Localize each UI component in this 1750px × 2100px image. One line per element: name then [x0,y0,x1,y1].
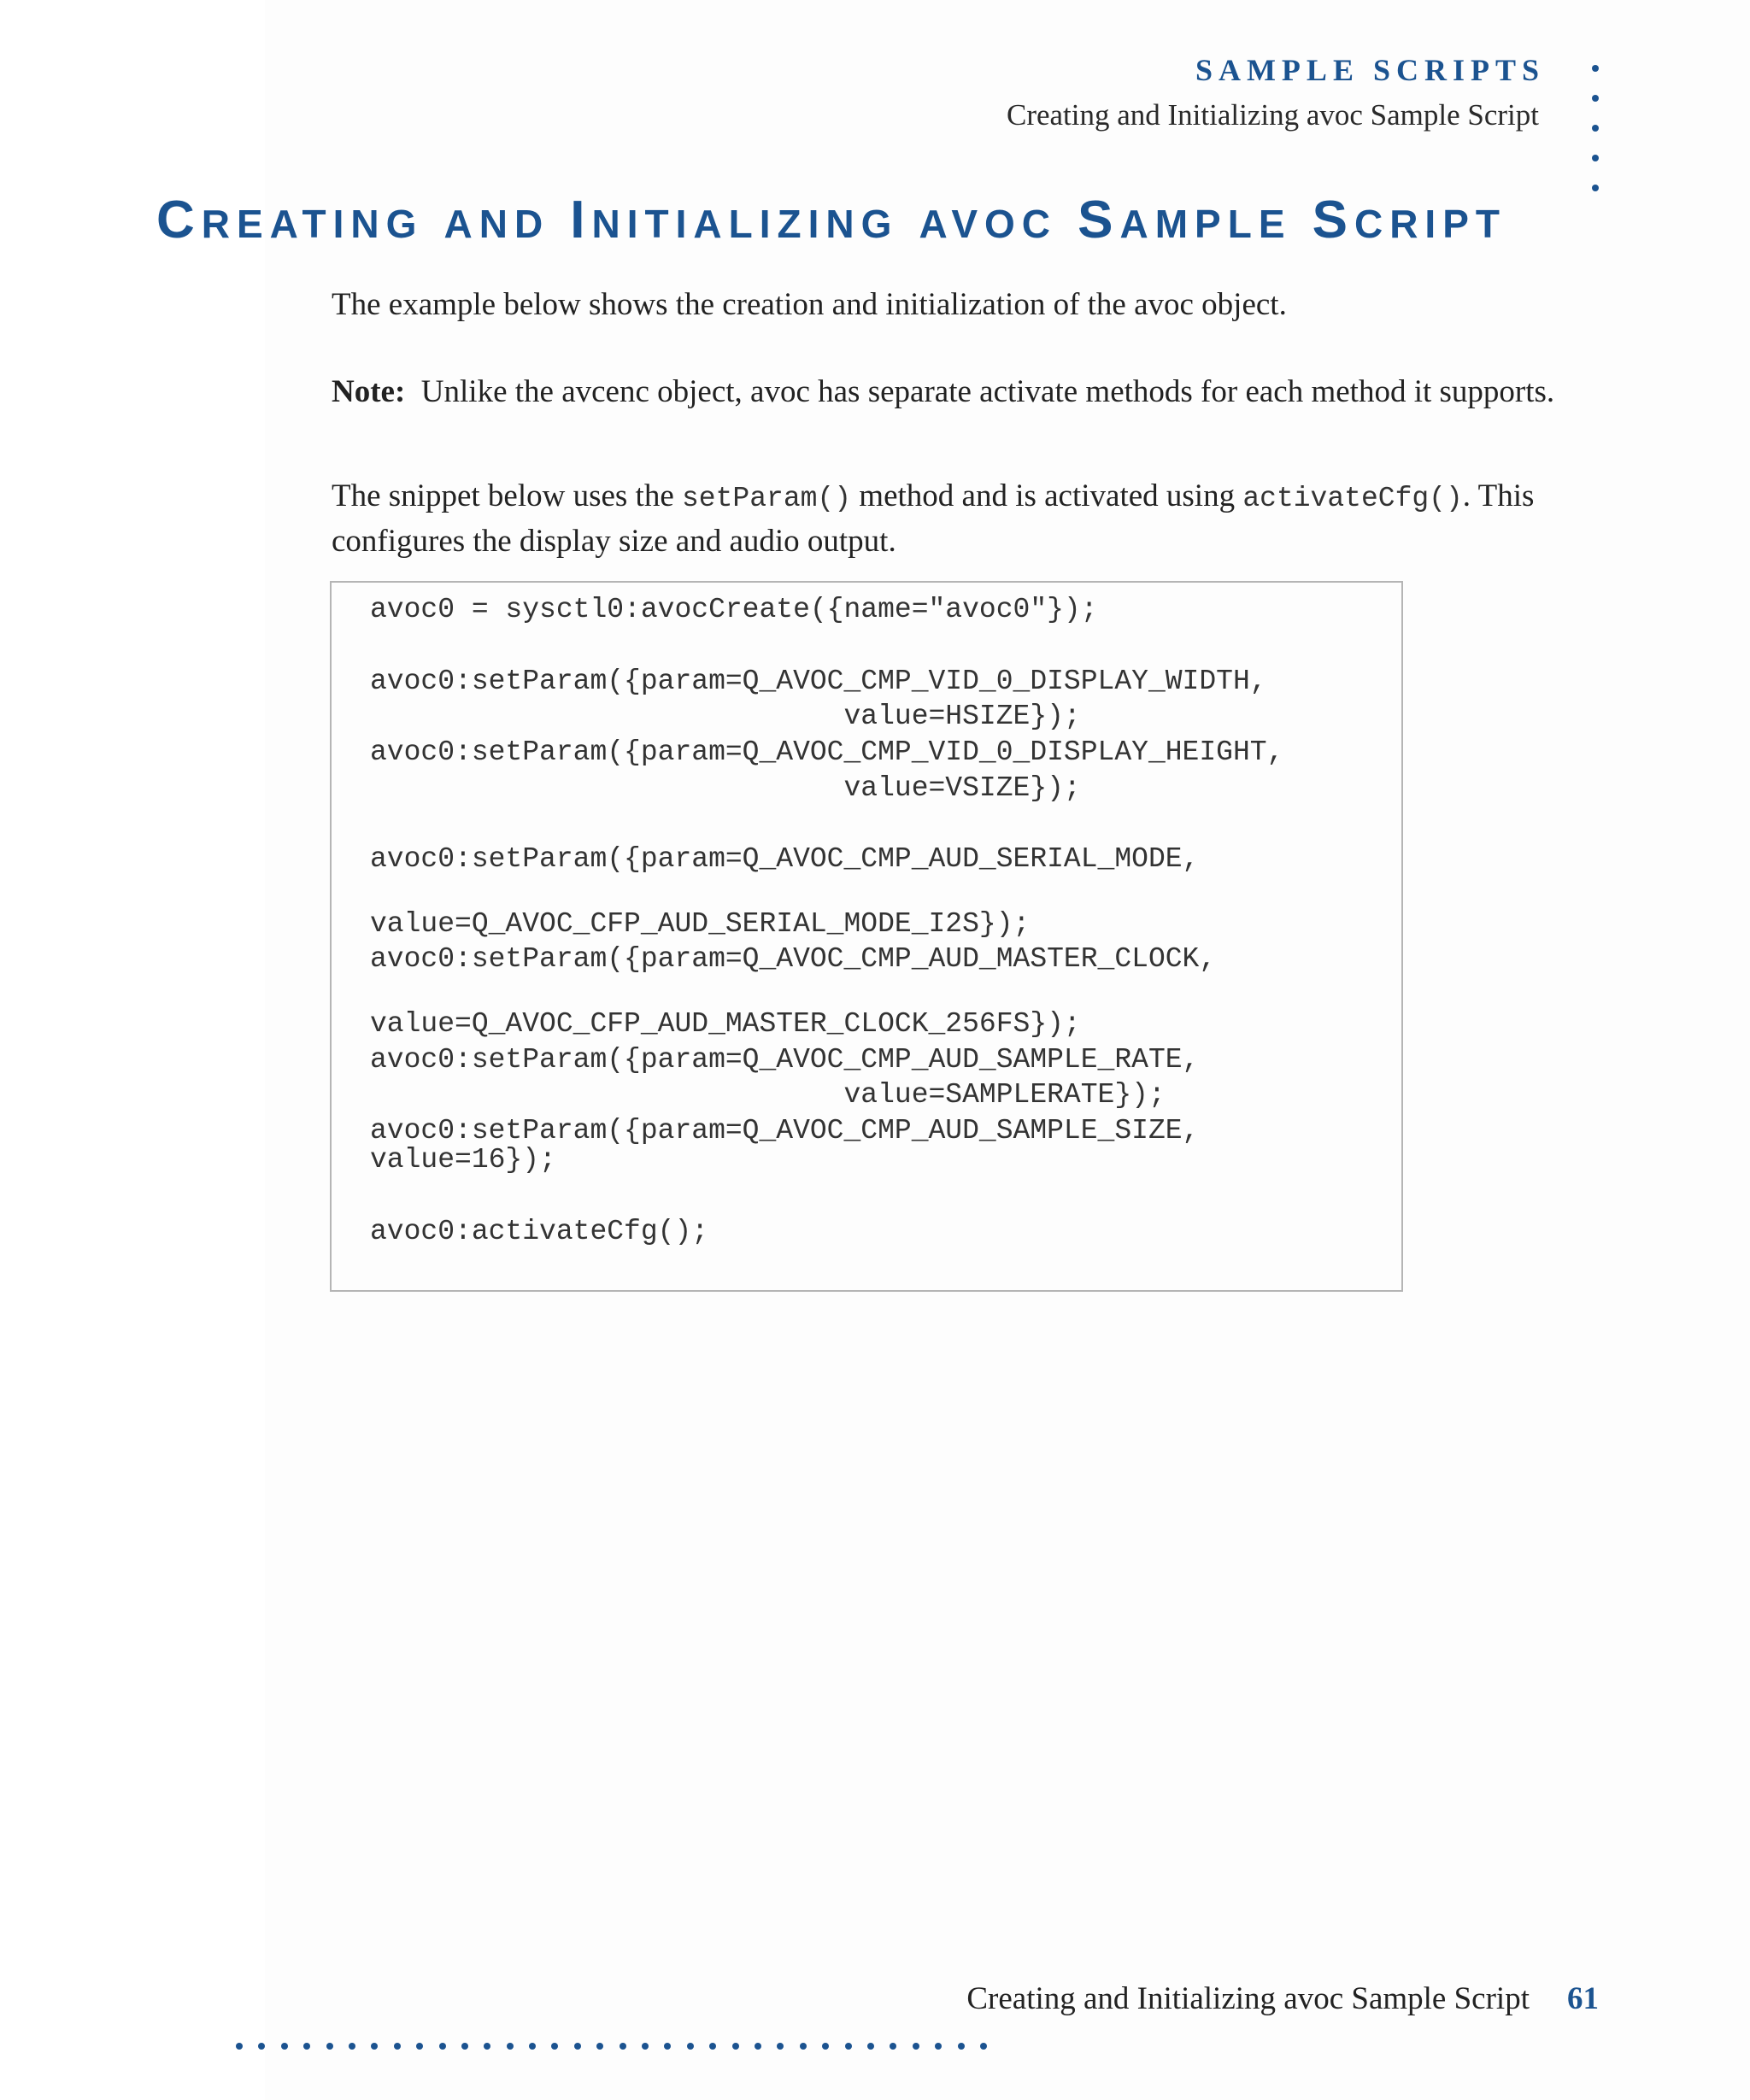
dot [507,2043,514,2050]
header-section-label: SAMPLE SCRIPTS [1195,53,1545,87]
dot [1592,125,1599,132]
running-header [1006,51,1545,137]
page-number: 61 [1567,1981,1599,2016]
code-line: value=VSIZE}); [370,772,1081,804]
dot [822,2043,829,2050]
snippet-text-post: . This configures the display size and audio output. [332,478,1535,559]
dot [709,2043,716,2050]
code-line: avoc0:setParam({param=Q_AVOC_CMP_AUD_SAMPLE_SIZE, [370,1115,1200,1147]
page-title [156,190,1506,255]
dot [236,2043,243,2050]
dot [349,2043,355,2050]
vertical-dot-rule [1592,65,1600,214]
dot [664,2043,671,2050]
dot [1592,185,1599,191]
page-margin-shade [0,0,265,2100]
dot [845,2043,852,2050]
title-word: AND [443,202,550,246]
code-line: avoc0:setParam({param=Q_AVOC_CMP_AUD_SERIAL_MODE, [370,843,1200,875]
code-line: value=Q_AVOC_CFP_AUD_MASTER_CLOCK_256FS}); [370,1008,1081,1040]
dot [303,2043,310,2050]
code-line: avoc0 = sysctl0:avocCreate({name="avoc0"}); [370,594,1098,625]
dot [800,2043,807,2050]
title-word: NITIALIZING [591,202,899,246]
code-line: avoc0:setParam({param=Q_AVOC_CMP_VID_0_DISPLAY_HEIGHT, [370,736,1284,768]
dot [777,2043,784,2050]
title-initial: I [570,191,592,249]
dot [687,2043,694,2050]
code-line: avoc0:activateCfg(); [370,1216,709,1247]
dot [574,2043,581,2050]
title-word: AMPLE [1119,202,1292,246]
title-initial: S [1312,191,1354,249]
snippet-text-pre: The snippet below uses the [332,478,682,513]
dot [913,2043,919,2050]
code-block [330,581,1403,1292]
dot [867,2043,874,2050]
dot [1592,65,1599,72]
dot [642,2043,649,2050]
dot [394,2043,401,2050]
note-paragraph [332,371,1579,414]
title-word: REATING [201,202,424,246]
snippet-text-mid: method and is activated using [851,478,1243,513]
dot [890,2043,896,2050]
code-line: value=SAMPLERATE}); [370,1079,1166,1111]
footer-title: Creating and Initializing avoc Sample Script [966,1981,1530,2016]
inline-code-setparam: setParam() [682,483,852,514]
dot [732,2043,739,2050]
inline-code-activatecfg: activateCfg() [1242,483,1463,514]
dot [935,2043,942,2050]
dot [958,2043,965,2050]
horizontal-dot-rule [236,2038,1002,2047]
code-line: avoc0:setParam({param=Q_AVOC_CMP_AUD_SAMPLE_RATE, [370,1044,1200,1076]
dot [326,2043,333,2050]
intro-paragraph: The example below shows the creation and initialization of the avoc object. [332,287,1287,322]
code-line: value=HSIZE}); [370,701,1081,732]
title-initial: C [156,191,202,249]
code-line: avoc0:setParam({param=Q_AVOC_CMP_AUD_MASTER_CLOCK, [370,943,1217,975]
dot [596,2043,603,2050]
title-word: AVOC [919,202,1058,246]
dot [1592,95,1599,102]
note-text: Unlike the avcenc object, avoc has separate activate methods for each method it supports. [420,374,1555,409]
dot [416,2043,423,2050]
title-word: CRIPT [1354,202,1506,246]
snippet-paragraph [332,475,1579,563]
dot [529,2043,536,2050]
dot [371,2043,378,2050]
dot [1592,155,1599,161]
dot [484,2043,490,2050]
dot [755,2043,761,2050]
title-initial: S [1078,191,1120,249]
code-line: value=16}); [370,1144,556,1176]
code-line: avoc0:setParam({param=Q_AVOC_CMP_VID_0_DISPLAY_WIDTH, [370,666,1267,697]
note-label: Note: [332,374,406,409]
dot [551,2043,558,2050]
dot [461,2043,468,2050]
dot [980,2043,987,2050]
page-footer [966,1980,1599,2017]
dot [620,2043,626,2050]
dot [281,2043,288,2050]
code-line: value=Q_AVOC_CFP_AUD_SERIAL_MODE_I2S}); [370,908,1031,940]
header-section-subtitle: Creating and Initializing avoc Sample Script [1006,98,1539,132]
dot [439,2043,446,2050]
